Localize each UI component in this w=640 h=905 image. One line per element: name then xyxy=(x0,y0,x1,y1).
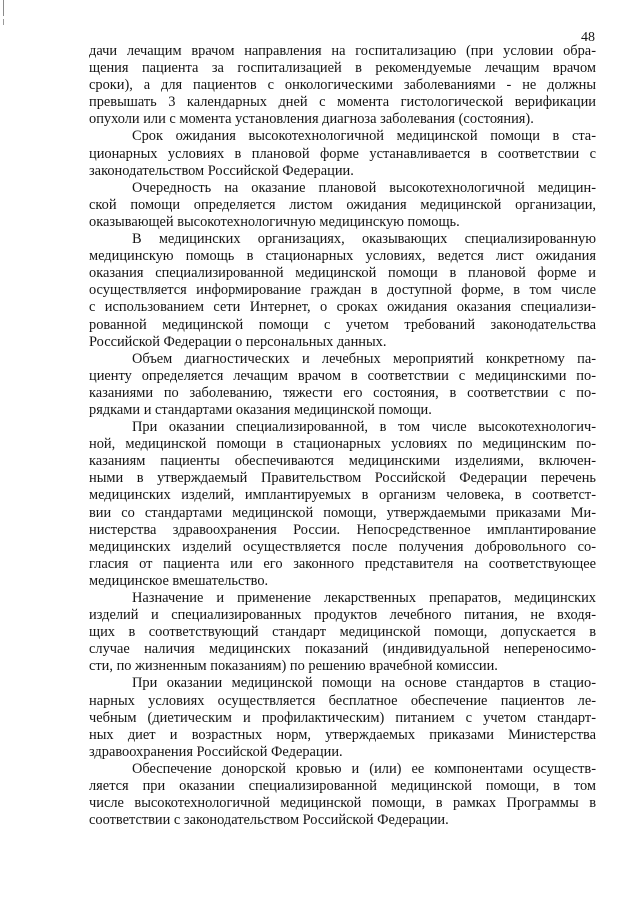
paragraph-line: случае наличия медицинских показаний (индивидуальной непереносимо- xyxy=(89,641,596,658)
paragraph-line: Срок ожидания высокотехнологичной медицинской помощи в ста- xyxy=(132,128,596,145)
paragraph-line: законодательством Российской Федерации. xyxy=(89,162,354,179)
paragraph-line: медицинскую помощь в стационарных условиях, ведется лист ожидания xyxy=(89,248,596,265)
paragraph-line: чебным (диетическим и профилактическим) питанием с учетом стандарт- xyxy=(89,709,596,726)
paragraph-line: казаниям пациенты обеспечиваются медицинскими изделиями, включен- xyxy=(89,453,596,470)
paragraph xyxy=(89,351,596,419)
paragraph-line: нистерства здравоохранения России. Непосредственное имплантирование xyxy=(89,521,596,538)
paragraph-line: гласия от пациента или его законного представителя на соответствующее xyxy=(89,555,596,572)
paragraph-line: Назначение и применение лекарственных препаратов, медицинских xyxy=(132,590,596,606)
paragraph-line: вии со стандартами медицинской помощи, утверждаемыми приказами Ми- xyxy=(89,504,596,521)
paragraph-line: осуществляется информирование граждан в доступной форме, в том числе xyxy=(89,282,596,299)
paragraph-line: ционарных условиях в плановой форме устанавливается в соответствии с xyxy=(89,145,596,162)
paragraph-line: Обеспечение донорской кровью и (или) ее компонентами осуществ- xyxy=(132,760,596,777)
paragraph-line: медицинских изделий осуществляется после получения добровольного со- xyxy=(89,538,596,555)
paragraph xyxy=(89,180,596,231)
paragraph-line: сти, по жизненным показаниям) по решению врачебной комиссии. xyxy=(89,658,498,675)
paragraph-line: При оказании медицинской помощи на основе стандартов в стацио- xyxy=(132,675,596,692)
paragraph xyxy=(89,128,596,179)
paragraph-line: щих в соответствующий стандарт медицинской помощи, допускается в xyxy=(89,624,596,641)
paragraph-line: Очередность на оказание плановой высокотехнологичной медицин- xyxy=(132,179,596,196)
paragraph-line: циенту определяется лечащим врачом в соответствии с медицинскими по- xyxy=(89,367,596,384)
paragraph-line: рядками и стандартами оказания медицинской помощи. xyxy=(89,401,432,418)
paragraph-line: оказывающей высокотехнологичную медицинскую помощь. xyxy=(89,213,460,230)
scan-edge-mark-lower xyxy=(3,19,4,25)
paragraph xyxy=(89,675,596,760)
paragraph-line: медицинское вмешательство. xyxy=(89,572,269,589)
paragraph-line: опухоли или с момента установления диагноза заболевания (состояния). xyxy=(89,111,534,128)
paragraph-line: При оказании специализированной, в том числе высокотехнологич- xyxy=(132,419,596,436)
paragraph-line: рованной медицинской помощи с учетом требований законодательства xyxy=(89,316,596,333)
paragraph-line: ской помощи определяется листом ожидания медицинской организации, xyxy=(89,196,596,213)
paragraph-line: ной, медицинской помощи в стационарных условиях по медицинским по- xyxy=(89,436,596,453)
paragraph-line: изделий и специализированных продуктов лечебного питания, не входя- xyxy=(89,607,596,624)
paragraph-line: казаниями по заболеванию, тяжести его состояния, в соответствии с по- xyxy=(89,384,596,401)
paragraph-line: Российской Федерации о персональных данных. xyxy=(89,333,387,350)
paragraph xyxy=(89,590,596,675)
paragraph-line: дачи лечащим врачом направления на госпитализацию (при условии обра- xyxy=(89,43,596,59)
paragraph-line: здравоохранения Российской Федерации. xyxy=(89,743,343,760)
page-number: 48 xyxy=(581,30,595,45)
paragraph-line: оказания специализированной медицинской помощи в плановой форме и xyxy=(89,265,596,282)
paragraph-line: В медицинских организациях, оказывающих специализированную xyxy=(132,231,596,248)
paragraph-line: ных диет и возрастных норм, утверждаемых приказами Министерства xyxy=(89,726,596,743)
paragraph-line: числе высокотехнологичной медицинской помощи, в рамках Программы в xyxy=(89,795,596,812)
paragraph xyxy=(89,231,596,351)
scan-edge-mark xyxy=(3,0,4,16)
paragraph-line: ными в утверждаемый Правительством Российской Федерации перечень xyxy=(89,470,596,487)
paragraph-line: щения пациента за госпитализацией в рекомендуемые лечащим врачом xyxy=(89,60,596,77)
paragraph-line: соответствии с законодательством Российской Федерации. xyxy=(89,812,449,829)
paragraph-line: ляется при оказании специализированной медицинской помощи, в том xyxy=(89,778,596,795)
paragraph xyxy=(89,43,596,128)
paragraph-line: превышать 3 календарных дней с момента гистологической верификации xyxy=(89,94,596,111)
paragraph-line: Объем диагностических и лечебных мероприятий конкретному па- xyxy=(132,350,596,367)
paragraph-line: с использованием сети Интернет, о сроках ожидания оказания специализи- xyxy=(89,299,596,316)
paragraph-line: нарных условиях осуществляется бесплатное обеспечение пациентов ле- xyxy=(89,692,596,709)
document-body xyxy=(89,43,596,829)
paragraph-line: медицинских изделий, имплантируемых в организм человека, в соответст- xyxy=(89,487,596,504)
paragraph xyxy=(89,761,596,829)
paragraph-line: сроки), а для пациентов с онкологическими заболеваниями - не должны xyxy=(89,77,596,94)
paragraph xyxy=(89,419,596,590)
